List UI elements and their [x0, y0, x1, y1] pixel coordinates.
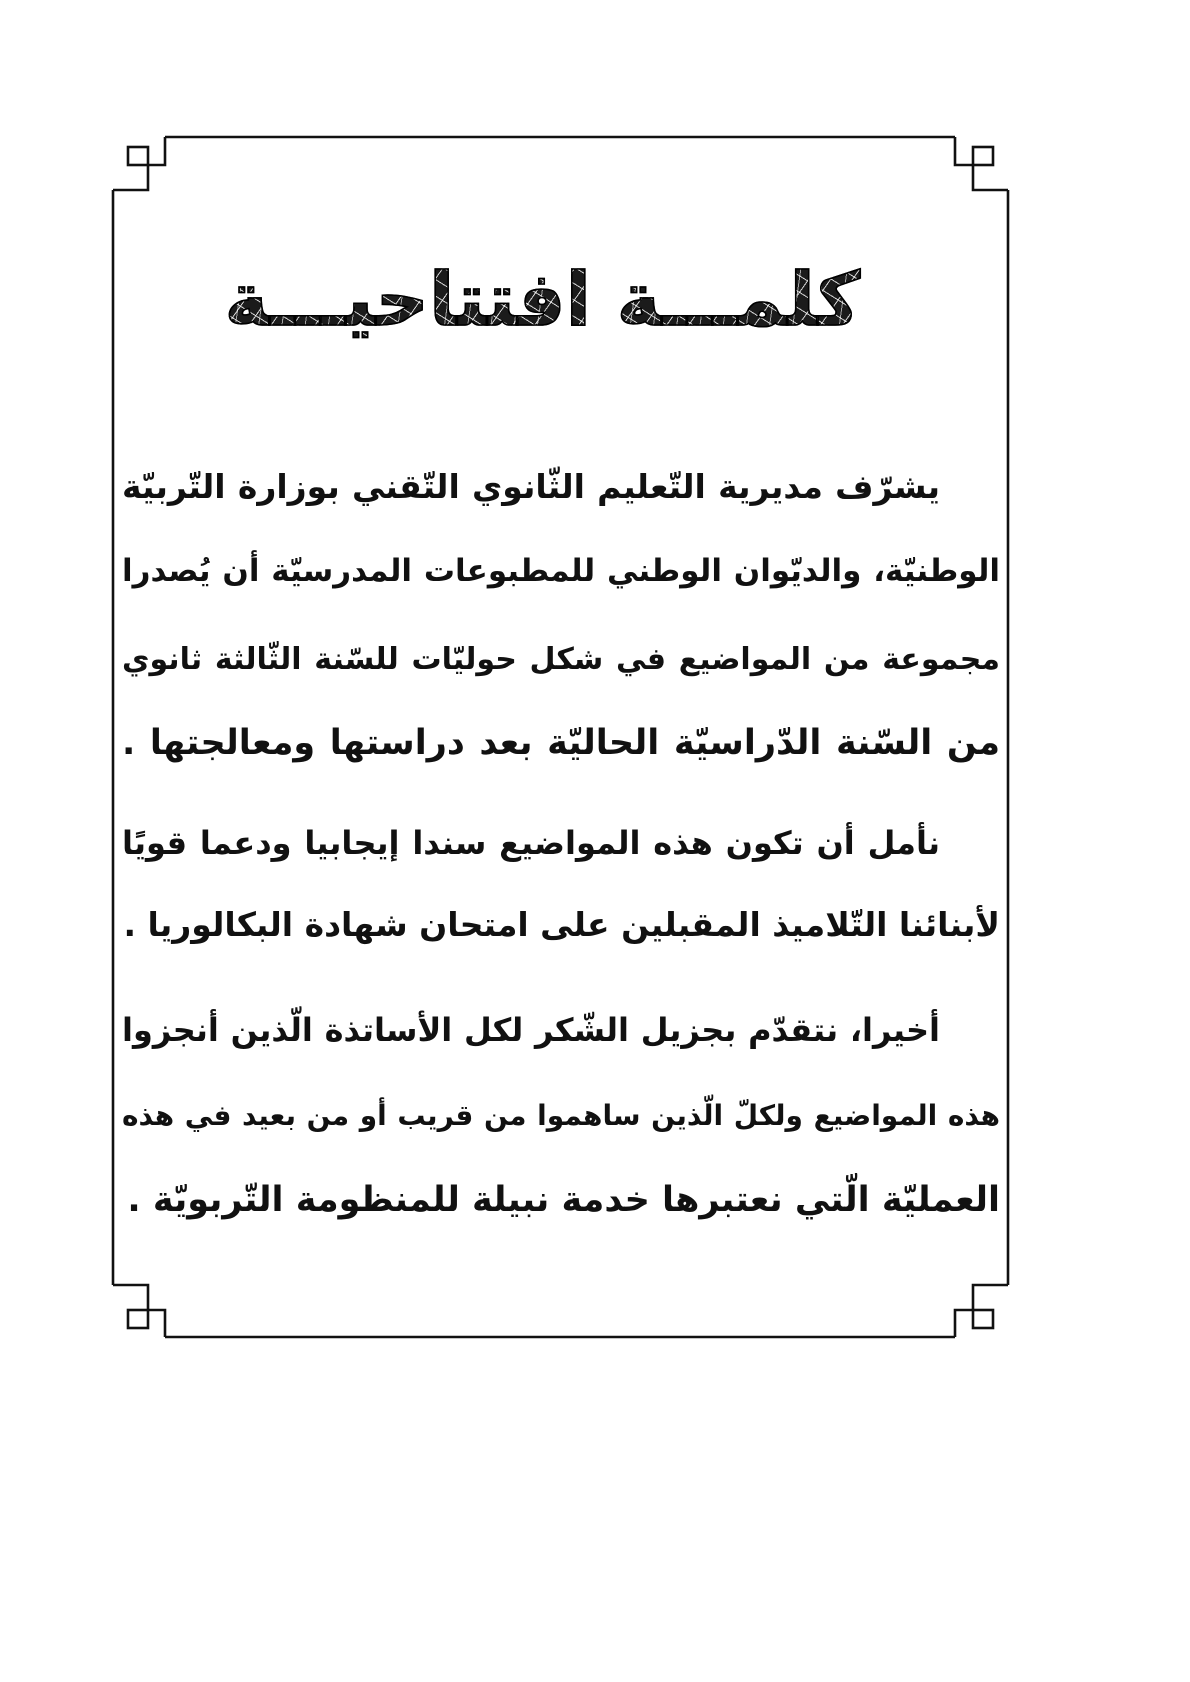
opening-title: كلمـــة افتتاحيـــة: [225, 238, 861, 362]
text-line: من السّنة الدّراسيّة الحاليّة بعد دراستها ومعالجتها .: [122, 723, 1000, 763]
corner-ornament-bottom-right: [955, 1285, 1008, 1337]
corner-ornament-bottom-left: [113, 1285, 165, 1337]
text-line: مجموعة من المواضيع في شكل حوليّات للسّنة الثّالثة ثانوي: [122, 642, 1000, 677]
text-line: العمليّة الّتي نعتبرها خدمة نبيلة للمنظومة التّربويّة .: [127, 1180, 1000, 1220]
text-line: يشرّف مديرية التّعليم الثّانوي التّقني بوزارة التّربيّة: [122, 467, 940, 506]
corner-ornament-top-right: [955, 137, 1008, 190]
title-area: [100, 238, 985, 368]
corner-ornament-top-left: [113, 137, 165, 190]
text-line: أخيرا، نتقدّم بجزيل الشّكر لكل الأساتذة الّذين أنجزوا: [122, 1011, 940, 1049]
text-line: لأبنائنا التّلاميذ المقبلين على امتحان شهادة البكالوريا .: [123, 905, 1000, 944]
text-line: نأمل أن تكون هذه المواضيع سندا إيجابيا ودعما قويًا: [122, 824, 940, 862]
text-line: الوطنيّة، والديّوان الوطني للمطبوعات المدرسيّة أن يُصدرا: [122, 553, 1000, 589]
text-line: هذه المواضيع ولكلّ الّذين ساهموا من قريب أو من بعيد في هذه: [122, 1099, 1000, 1132]
